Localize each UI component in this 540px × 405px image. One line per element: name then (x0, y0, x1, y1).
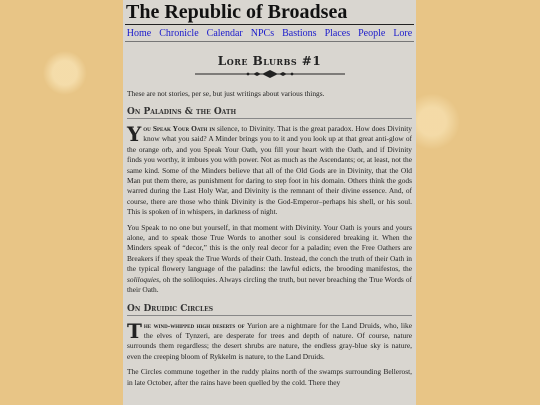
lead-in: ou Speak Your Oath in (143, 124, 215, 133)
nav-calendar[interactable]: Calendar (206, 28, 243, 39)
paragraph-text: The Circles commune together in the ruddy plains north of the swamps surrounding Bellerost, in late October, after the rains have been quelled by the cold. There they (127, 367, 412, 387)
ornament-divider-icon (195, 70, 345, 78)
intro-text: These are not stories, per se, but just writings about various things. (127, 89, 325, 98)
paragraph (127, 318, 412, 363)
section-heading-paladins: On Paladins & the Oath (127, 107, 412, 119)
paragraph-text: , oh the soliloquies. Always circling the truth, but never breaching the True Words of their Oath. (127, 274, 412, 295)
nav-chronicle[interactable]: Chronicle (159, 28, 199, 39)
divider (125, 41, 414, 42)
nav-bastions[interactable]: Bastions (282, 28, 317, 39)
page-title: Lore Blurbs #1 (217, 54, 322, 68)
nav-lore[interactable]: Lore (393, 28, 413, 39)
emphasis-text: soliloquies (127, 274, 160, 284)
nav-people[interactable]: People (358, 28, 386, 39)
nav-home[interactable]: Home (126, 28, 152, 39)
paragraph (127, 124, 412, 218)
site-title[interactable]: The Republic of Broadsea (126, 1, 348, 23)
main-nav (123, 25, 416, 41)
lead-in: he wind-whipped high deserts of (143, 320, 245, 330)
paragraph (127, 367, 412, 388)
paragraph-text: You Speak to no one but yourself, in that moment with Divinity. Your Oath is yours and yours alone, and to speak those True Words to another soul is considered breaking it. When the Minders speak of “decor,” this is the only real decor for a paladin; even the Free Oathers are Breakers if they speak the True Words of their Oath. Instead, the conch the truth of their Oath in the typical flowery language of the paladins: the lawful edicts, the brooding manifestos, the (127, 222, 412, 274)
drop-cap: Y (127, 122, 142, 146)
paragraph (127, 223, 412, 296)
nav-npcs[interactable]: NPCs (250, 28, 275, 39)
content-page (123, 0, 416, 405)
drop-cap: T (127, 318, 142, 343)
paragraph-text: silence, to Divinity. That is the great paradox. How does Divinity know what you said? A Minder brings you to it and you look up at that great anti-glow of the orange orb, and you Speak Your Oath, you fill your heart with the Oath, and if Divinity finds you worthy, it imbues you with power. Not as much as the Ascendants; or, at least, not the same kind. Some of the Minders believe that all of the Old Gods are in Divinity, that the Old Man put them there, as punishment for daring to step foot in his domain. Others think the gods warred during the Last Holy War, and Divinity is the remnant of their divine essence. And, of course, there are those who think Divinity is the God-Emperor–perhaps his shell, or his soul. This is spoken of in whispers, in darkness of night. (127, 124, 412, 217)
section-heading-druidic-circles: On Druidic Circles (127, 304, 412, 316)
nav-places[interactable]: Places (324, 28, 351, 39)
paragraph-text: Yurion are a nightmare for the Land Druids, who, like the elves of Tynzeri, are desperate for trees and depth of nature. Of course, nature surrounds them regardless; the desert shrubs are nature, the endless gray-blue sky is nature, even the creeping bloom of Rykkelm is nature, to the Land Druids. (127, 320, 412, 361)
